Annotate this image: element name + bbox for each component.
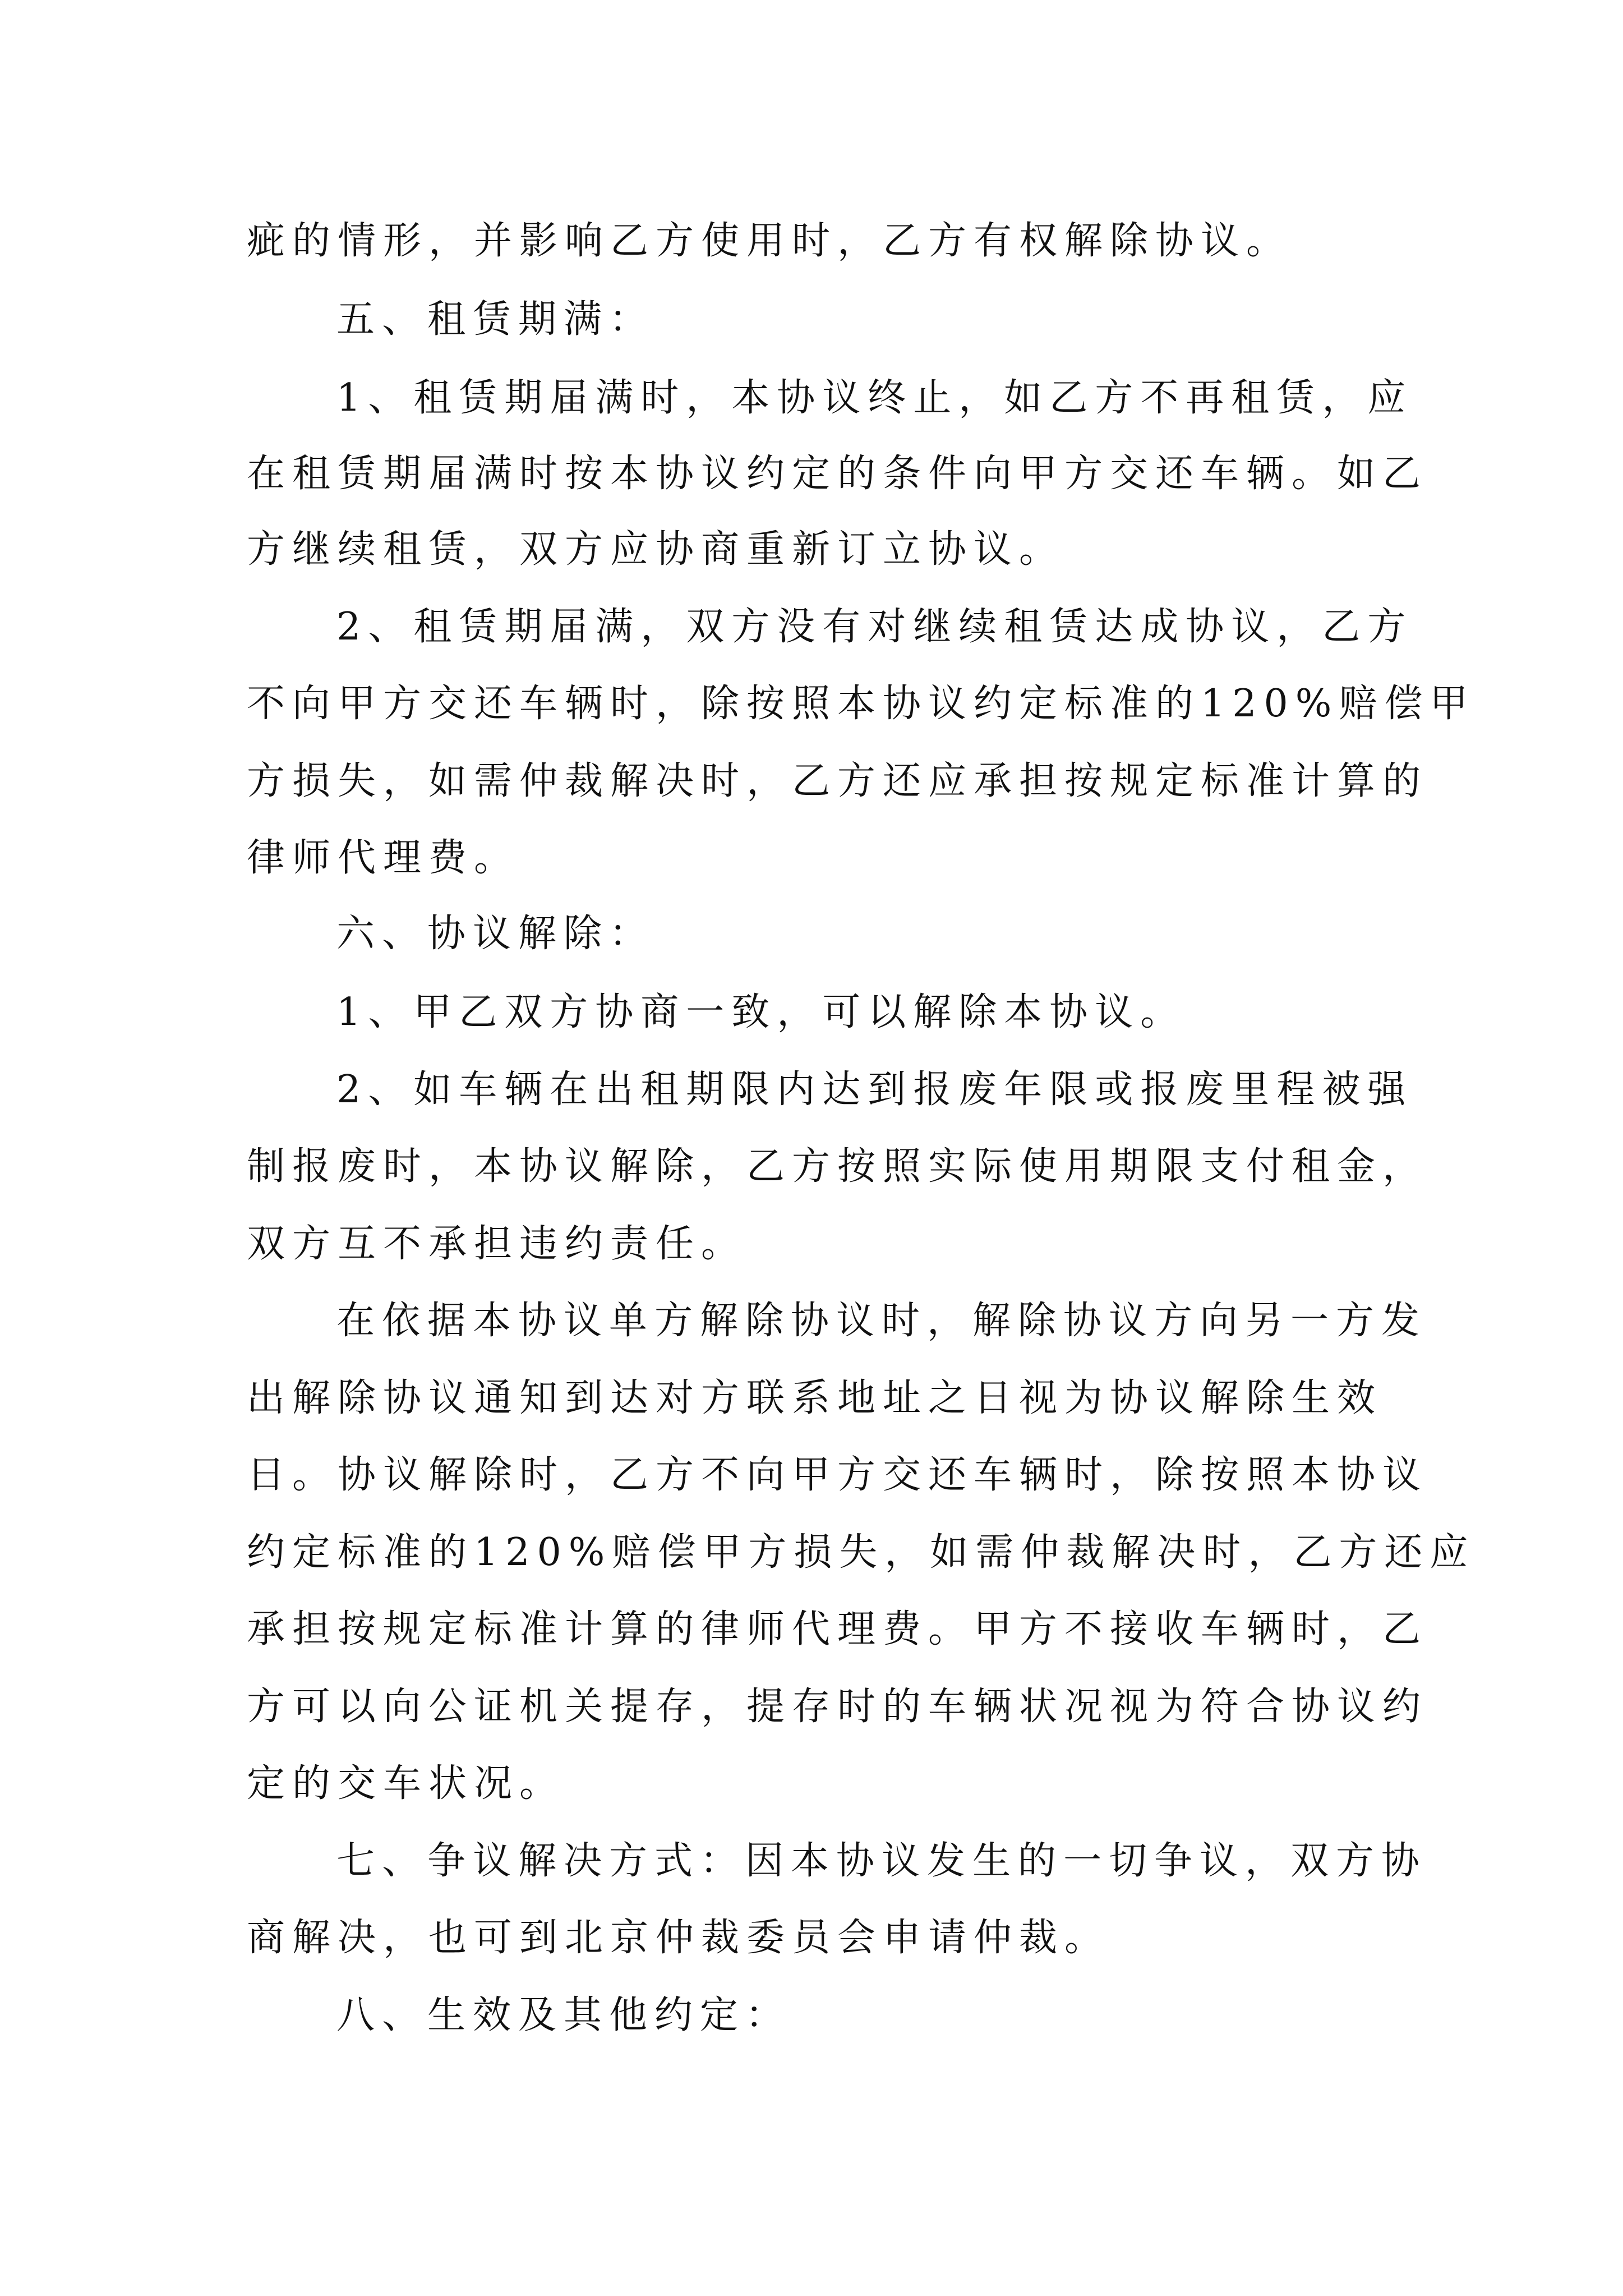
text-line: 出解除协议通知到达对方联系地址之日视为协议解除生效 xyxy=(247,1376,1383,1420)
text-line: 定的交车状况。 xyxy=(247,1761,565,1806)
text-line: 日。协议解除时，乙方不向甲方交还车辆时，除按照本协议 xyxy=(247,1453,1428,1497)
text-line: 在依据本协议单方解除协议时，解除协议方向另一方发 xyxy=(336,1299,1427,1343)
text-line: 商解决，也可到北京仲裁委员会申请仲裁。 xyxy=(247,1916,1110,1960)
text-line: 双方互不承担违约责任。 xyxy=(247,1222,747,1266)
text-line: 承担按规定标准计算的律师代理费。甲方不接收车辆时，乙 xyxy=(247,1607,1428,1651)
section-heading: 六、协议解除： xyxy=(336,912,655,956)
text-line: 2、如车辆在出租期限内达到报废年限或报废里程被强 xyxy=(336,1068,1413,1112)
text-line: 方继续租赁，双方应协商重新订立协议。 xyxy=(247,527,1065,572)
text-line: 1、甲乙双方协商一致，可以解除本协议。 xyxy=(336,990,1186,1034)
text-line: 律师代理费。 xyxy=(247,836,520,880)
text-line: 方损失，如需仲裁解决时，乙方还应承担按规定标准计算的 xyxy=(247,759,1428,803)
text-line: 方可以向公证机关提存，提存时的车辆状况视为符合协议约 xyxy=(247,1685,1428,1729)
text-line: 在租赁期届满时按本协议约定的条件向甲方交还车辆。如乙 xyxy=(247,452,1428,496)
text-line: 约定标准的120%赔偿甲方损失，如需仲裁解决时，乙方还应 xyxy=(247,1530,1476,1575)
text-line: 1、租赁期届满时，本协议终止，如乙方不再租赁，应 xyxy=(336,376,1413,420)
section-heading: 七、争议解决方式：因本协议发生的一切争议，双方协 xyxy=(336,1839,1427,1883)
text-line: 制报废时，本协议解除，乙方按照实际使用期限支付租金， xyxy=(247,1144,1428,1189)
text-line: 2、租赁期届满，双方没有对继续租赁达成协议，乙方 xyxy=(336,605,1413,649)
section-heading: 五、租赁期满： xyxy=(336,297,655,342)
text-line: 不向甲方交还车辆时，除按照本协议约定标准的120%赔偿甲 xyxy=(247,682,1476,726)
section-heading: 八、生效及其他约定： xyxy=(336,1993,791,2037)
text-line: 疵的情形，并影响乙方使用时，乙方有权解除协议。 xyxy=(247,219,1292,263)
